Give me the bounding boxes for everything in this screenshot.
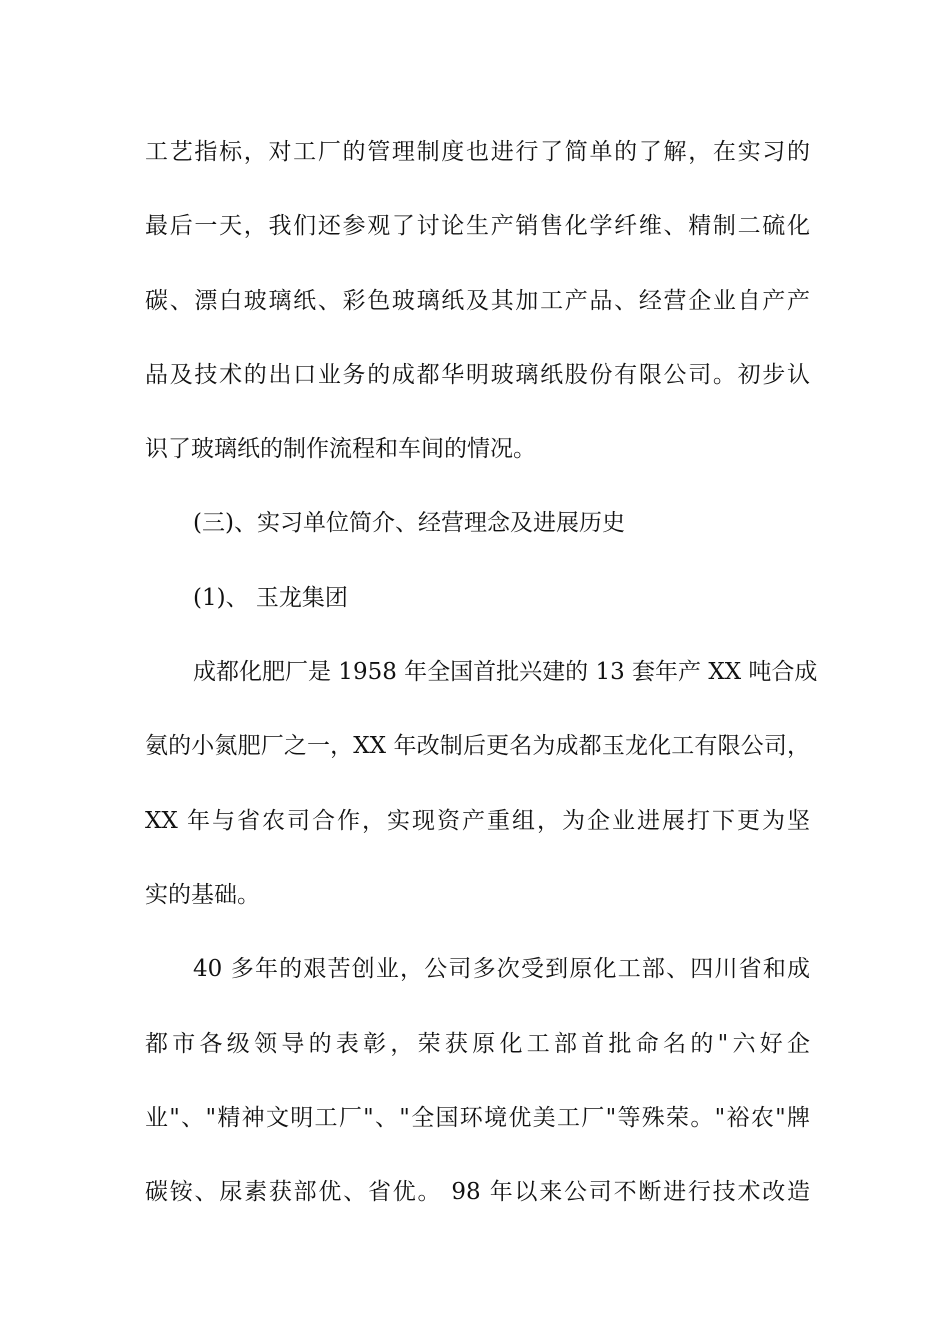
text-line: 工艺指标，对工厂的管理制度也进行了简单的了解，在实习的 [145,139,810,165]
text-line: 碳、漂白玻璃纸、彩色玻璃纸及其加工产品、经营企业自产产 [145,287,810,314]
text-line: 40 多年的艰苦创业，公司多次受到原化工部、四川省和成 [193,956,810,983]
text-line: 成都化肥厂是 1958 年全国首批兴建的 13 套年产 XX 吨合成 [193,659,818,686]
text-line: 品及技术的出口业务的成都华明玻璃纸股份有限公司。初步认 [145,361,810,388]
text-line: 识了玻璃纸的制作流程和车间的情况。 [145,436,536,463]
text-line: 业"、"精神文明工厂"、"全国环境优美工厂"等殊荣。"裕农"牌 [145,1104,810,1131]
subsection-heading: (1)、 玉龙集团 [193,584,348,611]
body-text [145,127,818,1241]
text-line: XX 年与省农司合作，实现资产重组，为企业进展打下更为坚 [145,807,810,834]
text-line: 都市各级领导的表彰，荣获原化工部首批命名的"六好企 [145,1030,810,1057]
text-line: 碳铵、尿素获部优、省优。 98 年以来公司不断进行技术改造 [145,1179,810,1206]
text-line: 实的基础。 [145,881,260,908]
text-line: 氨的小氮肥厂之一，XX 年改制后更名为成都玉龙化工有限公司， [145,733,810,760]
text-line: 最后一天，我们还参观了讨论生产销售化学纤维、精制二硫化 [145,213,810,240]
section-heading: (三)、实习单位简介、经营理念及进展历史 [193,510,625,537]
